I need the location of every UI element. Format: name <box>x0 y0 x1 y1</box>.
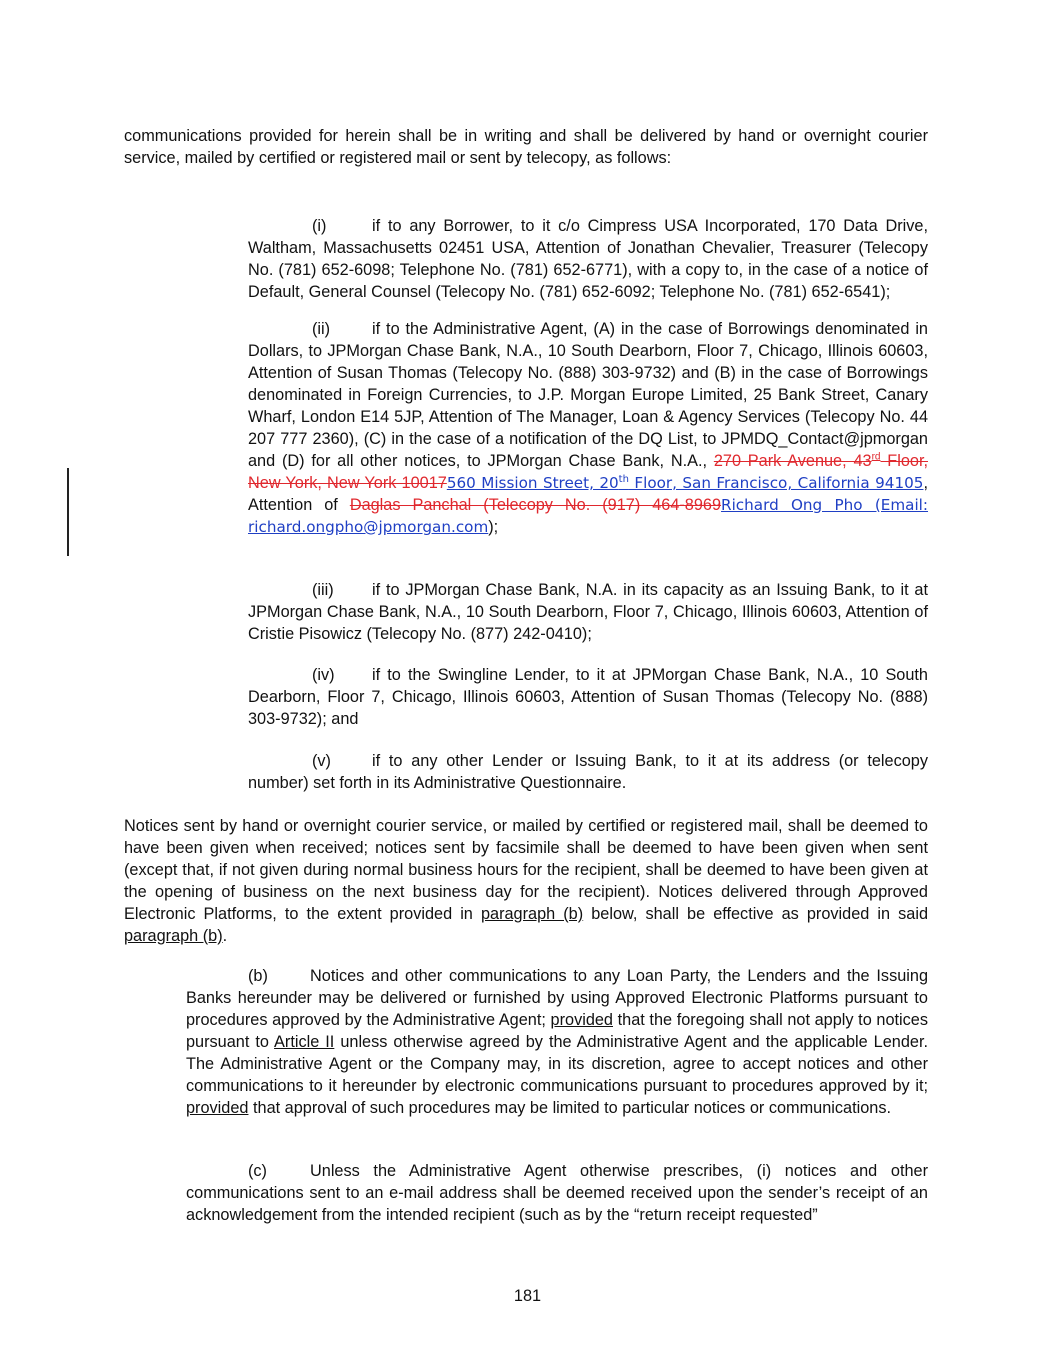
page-number: 181 <box>513 1287 542 1305</box>
section-number: (b) <box>248 967 268 985</box>
notice-item-ii <box>248 318 928 538</box>
inserted-contact: Richard Ong Pho (Email: richard.ongpho@jpmorgan.com <box>248 496 929 536</box>
paragraph-b-reference: paragraph (b) <box>480 905 584 923</box>
item-number: (iv) <box>312 666 335 684</box>
item-text: if to the Administrative Agent, (A) in the case of Borrowings denominated in Dollars, to JPMorgan Chase Bank, N.A., 10 South Dearborn, Floor 7, Chicago, Illinois 60603, Attention of Susan Thomas (Telecopy No. (888) 303-9732) and (B) in the case of Borrowings denominated in Foreign Currencies, to J.P. Morgan Europe Limited, 25 Bank Street, Canary Wharf, London E14 5JP, Attention of The Manager, Loan & Agency Services (Telecopy No. 44 207 777 2360), (C) in the case of a notification of the DQ List, to JPMDQ_Contact@jpmorgan and (D) for all other notices, to JPMorgan Chase Bank, N.A., <box>248 320 928 470</box>
item-text: if to JPMorgan Chase Bank, N.A. in its capacity as an Issuing Bank, to it at JPMorgan Chase Bank, N.A., 10 South Dearborn, Floor 7, Chicago, Illinois 60603, Attention of Cristie Pisowicz (Telecopy No. (877) 242-0410); <box>248 581 928 643</box>
section-c-paragraph: (c) Unless the Administrative Agent otherwise prescribes, (i) notices and other communications sent to an e-mail address shall be deemed received upon the sender’s receipt of an acknowledgement from the intended recipient (such as by the “return receipt requested” <box>186 1162 928 1224</box>
inserted-address: 560 Mission Street, 20th Floor, San Francisco, California 94105 <box>446 473 924 492</box>
item-text: if to the Swingline Lender, to it at JPMorgan Chase Bank, N.A., 10 South Dearborn, Floor 7, Chicago, Illinois 60603, Attention of Susan Thomas (Telecopy No. (888) 303-9732); and <box>248 666 928 728</box>
provided-term: provided <box>186 1099 249 1117</box>
notices-effective-paragraph: Notices sent by hand or overnight courier service, or mailed by certified or registered mail, shall be deemed to have been given when received; notices sent by facsimile shall be deemed to have been given when sent (except that, if not given during normal business hours for the recipient, shall be deemed to have been given at the opening of business on the next business day for the recipient). Notices delivered through Approved Electronic Platforms, to the extent provided in paragraph (b) below, shall be effective as provided in said paragraph (b). <box>124 817 928 945</box>
item-text-continued: , Attention of <box>248 474 928 514</box>
item-text: if to any other Lender or Issuing Bank, to it at its address (or telecopy number) set forth in its Administrative Questionnaire. <box>248 752 928 792</box>
revision-change-bar <box>67 468 69 556</box>
item-text-end: ); <box>488 518 499 536</box>
provided-term: provided <box>550 1011 613 1029</box>
notice-item-i <box>248 215 928 303</box>
item-number: (ii) <box>312 320 331 338</box>
notice-item-v <box>248 750 928 794</box>
article-ii-reference: Article II <box>274 1033 335 1051</box>
deleted-address: 270 Park Avenue, 43rd Floor, New York, New York 10017 <box>248 451 928 492</box>
section-number: (c) <box>248 1162 267 1180</box>
intro-text: communications provided for herein shall be in writing and shall be delivered by hand or overnight courier service, mailed by certified or registered mail or sent by telecopy, as follows: <box>124 127 928 167</box>
intro-paragraph <box>124 125 928 169</box>
item-text: if to any Borrower, to it c/o Cimpress USA Incorporated, 170 Data Drive, Waltham, Massachusetts 02451 USA, Attention of Jonathan Chevalier, Treasurer (Telecopy No. (781) 652-6098; Telephone No. (781) 652-6771), with a copy to, in the case of a notice of Default, General Counsel (Telecopy No. (781) 652-6092; Telephone No. (781) 652-6541); <box>248 217 928 301</box>
deleted-contact: Daglas Panchal (Telecopy No. (917) 464-8969 <box>349 496 722 514</box>
paragraph-b-reference: paragraph (b) <box>124 927 223 945</box>
item-number: (v) <box>312 752 331 770</box>
item-number: (iii) <box>312 581 334 599</box>
notice-item-iv <box>248 664 928 730</box>
notice-item-iii <box>248 579 928 645</box>
item-number: (i) <box>312 217 327 235</box>
section-b-paragraph: (b) Notices and other communications to any Loan Party, the Lenders and the Issuing Banks hereunder may be delivered or furnished by using Approved Electronic Platforms pursuant to procedures approved by the Administrative Agent; provided that the foregoing shall not apply to notices pursuant to Article II unless otherwise agreed by the Administrative Agent and the applicable Lender. The Administrative Agent or the Company may, in its discretion, agree to accept notices and other communications to it hereunder by electronic communications pursuant to procedures approved by it; provided that approval of such procedures may be limited to particular notices or communications. <box>186 967 928 1117</box>
